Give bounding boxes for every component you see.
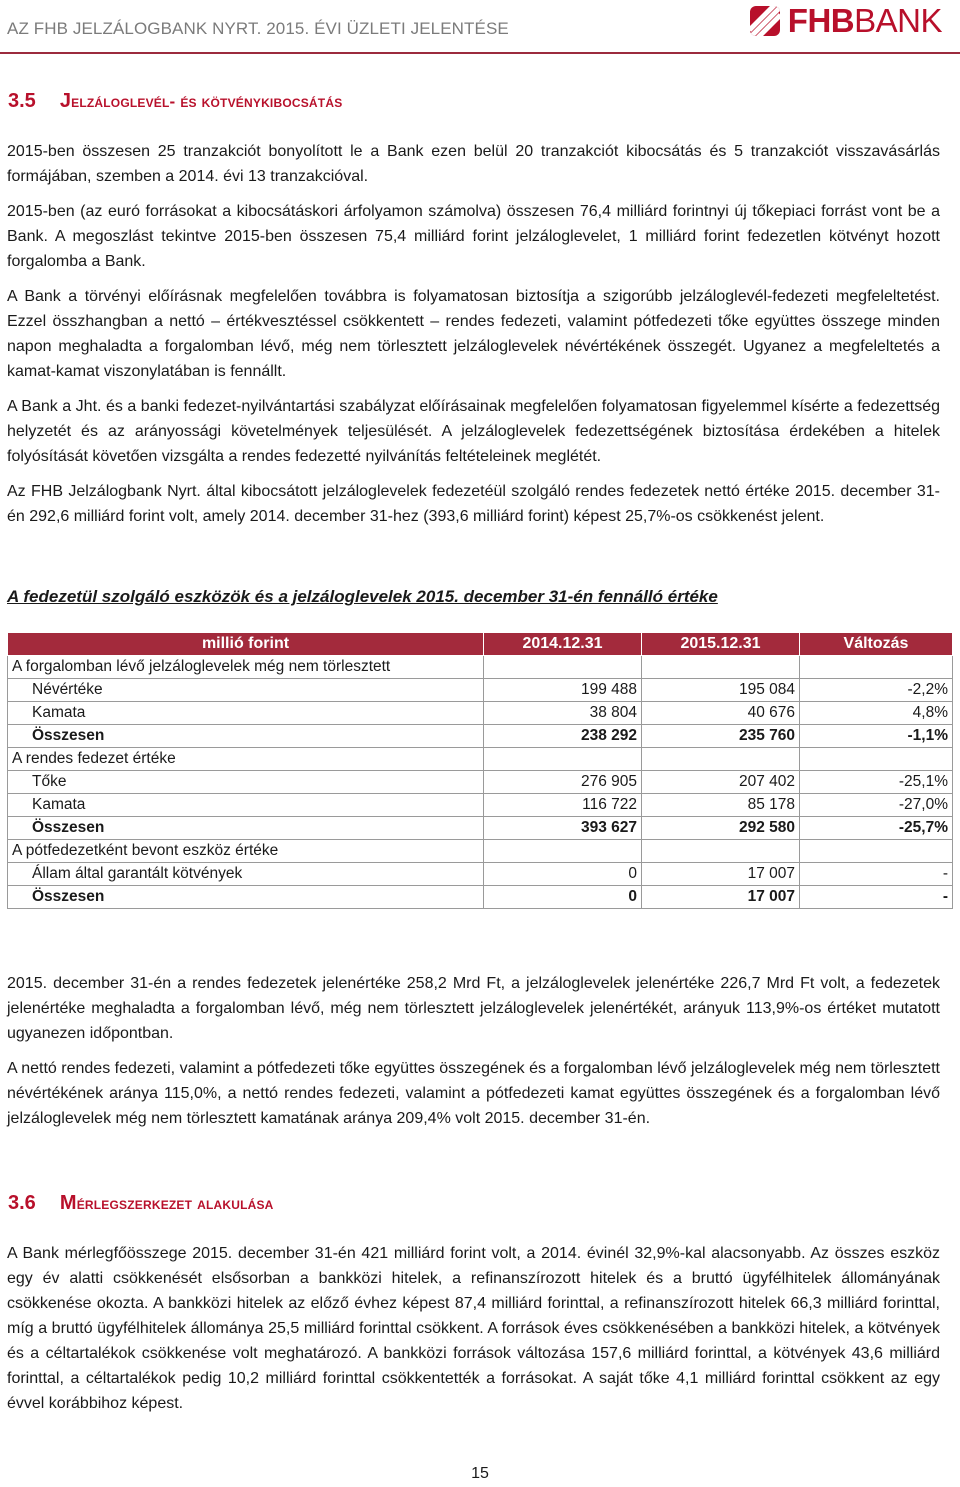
change-value [800, 748, 953, 771]
value-2014 [484, 840, 642, 863]
change-value: -25,1% [800, 771, 953, 794]
column-header: Változás [800, 633, 953, 656]
section-title: Jelzáloglevél- és kötvénykibocsátás [59, 90, 343, 112]
row-label: Összesen [8, 725, 484, 748]
column-header: millió forint [8, 633, 484, 656]
row-label: Összesen [8, 817, 484, 840]
paragraph: A Bank mérlegfőösszege 2015. december 31-én 421 milliárd forint volt, a 2014. évinél 32,9%-kal alacsonyabb. Az összes eszköz egy év alatti csökkenését elsősorban a bankközi hitelek, a refinanszírozott hitelek és a bruttó ügyfélhitelek állományának csökkenése okozta. A bankközi hitelek az előző évhez képest 87,4 milliárd forinttal, a refinanszírozott hitelek 66,3 milliárd forinttal, míg a bruttó ügyfélhitelek állománya 25,5 milliárd forinttal csökkent. A források éves csökkenésében a bankközi hitelek, a kötvények és a céltartalékok csökkenése volt meghatározó. A bankközi források változása 157,6 milliárd forinttal, a kötvények 43,6 milliárd forinttal, a céltartalékok pedig 10,2 milliárd forinttal csökkentették a forrásokat. A saját tőke 4,1 milliárd forinttal csökkent az egy évvel korábbihoz képest. [7, 1245, 940, 1412]
page-header [0, 0, 960, 54]
fhb-logo-icon [750, 6, 780, 36]
value-2014: 116 722 [484, 794, 642, 817]
section-number: 3.6 [8, 1192, 36, 1214]
page-number: 15 [471, 1465, 489, 1482]
value-2014: 276 905 [484, 771, 642, 794]
value-2014: 0 [484, 863, 642, 886]
value-2015: 85 178 [642, 794, 800, 817]
table-header-row [8, 633, 953, 656]
change-value: -1,1% [800, 725, 953, 748]
section-heading-3-6 [8, 1192, 274, 1215]
change-value: - [800, 886, 953, 909]
table-row [8, 771, 953, 794]
table-row [8, 794, 953, 817]
table-total-row [8, 886, 953, 909]
row-label: Állam által garantált kötvények [8, 863, 484, 886]
row-label: Névértéke [8, 679, 484, 702]
value-2014: 238 292 [484, 725, 642, 748]
change-value: - [800, 863, 953, 886]
row-label: Kamata [8, 702, 484, 725]
value-2014 [484, 748, 642, 771]
column-header: 2015.12.31 [642, 633, 800, 656]
coverage-table [7, 632, 953, 909]
value-2015: 195 084 [642, 679, 800, 702]
value-2015 [642, 748, 800, 771]
section-heading-3-5 [8, 90, 342, 113]
value-2015: 292 580 [642, 817, 800, 840]
paragraph: 2015-ben összesen 25 tranzakciót bonyolított le a Bank ezen belül 20 tranzakciót kibocsátás és 5 tranzakciót visszavásárlás formájában, szemben a 2014. évi 13 tranzakcióval. [7, 143, 940, 185]
section-number: 3.5 [8, 90, 36, 112]
column-header: 2014.12.31 [484, 633, 642, 656]
table-row [8, 679, 953, 702]
value-2015: 235 760 [642, 725, 800, 748]
row-label: A forgalomban lévő jelzáloglevelek még nem törlesztett [8, 656, 484, 679]
change-value: 4,8% [800, 702, 953, 725]
row-label: Összesen [8, 886, 484, 909]
paragraph: 2015-ben (az euró forrásokat a kibocsátáskori árfolyamon számolva) összesen 76,4 milliárd forintnyi új tőkepiaci forrást vont be a Bank. A megoszlást tekintve 2015-ben összesen 75,4 milliárd forint jelzáloglevelet, 1 milliárd forint fedezetlen kötvényt hozott forgalomba a Bank. [7, 203, 940, 270]
value-2014: 393 627 [484, 817, 642, 840]
table-group-row [8, 656, 953, 679]
change-value: -2,2% [800, 679, 953, 702]
paragraph: A Bank a törvényi előírásnak megfelelően továbbra is folyamatosan biztosítja a szigorúbb jelzáloglevél-fedezeti megfeleltetést. Ezzel összhangban a nettó – értékvesztéssel csökkentett – rendes fedezeti, valamint pótfedezeti tőke együttes összege minden napon meghaladta a forgalomban lévő, még nem törlesztett jelzáloglevelek névértékének összegét. Ugyanez a megfeleltetés a kamat-kamat viszonylatában is fennállt. [7, 288, 940, 380]
change-value [800, 840, 953, 863]
paragraph: 2015. december 31-én a rendes fedezetek jelenértéke 258,2 Mrd Ft, a jelzáloglevelek jelenértéke 226,7 Mrd Ft volt, a fedezetek jelenértéke meghaladta a forgalomban lévő, még nem törlesztett jelzáloglevelek jelenértékét, arányuk 113,9%-os értéket mutatott ugyanezen időpontban. [7, 975, 940, 1042]
logo-text: FHBBANK [787, 2, 942, 39]
row-label: A rendes fedezet értéke [8, 748, 484, 771]
table-body [8, 656, 953, 909]
table-caption: A fedezetül szolgáló eszközök és a jelzáloglevelek 2015. december 31-én fennálló értéke [7, 587, 718, 606]
change-value: -25,7% [800, 817, 953, 840]
row-label: Kamata [8, 794, 484, 817]
row-label: Tőke [8, 771, 484, 794]
value-2015: 40 676 [642, 702, 800, 725]
table-group-row [8, 840, 953, 863]
value-2014: 199 488 [484, 679, 642, 702]
paragraph: Az FHB Jelzálogbank Nyrt. által kibocsátott jelzáloglevelek fedezetéül szolgáló rendes fedezetek nettó értéke 2015. december 31-én 292,6 milliárd forint volt, amely 2014. december 31-hez (393,6 milliárd forint) képest 25,7%-os csökkenést jelent. [7, 483, 940, 525]
value-2015 [642, 840, 800, 863]
value-2015: 207 402 [642, 771, 800, 794]
fhb-bank-logo [750, 4, 942, 38]
table-group-row [8, 748, 953, 771]
table-total-row [8, 725, 953, 748]
value-2015: 17 007 [642, 863, 800, 886]
table-total-row [8, 817, 953, 840]
value-2014 [484, 656, 642, 679]
table-row [8, 702, 953, 725]
value-2015: 17 007 [642, 886, 800, 909]
table-row [8, 863, 953, 886]
value-2014: 0 [484, 886, 642, 909]
change-value: -27,0% [800, 794, 953, 817]
paragraph: A nettó rendes fedezeti, valamint a pótfedezeti tőke együttes összegének és a forgalomban lévő jelzáloglevelek még nem törlesztett névértékének aránya 115,0%, a nettó rendes fedezeti, valamint a pótfedezeti kamat együttes összegének és a forgalomban lévő jelzáloglevelek még nem törlesztett kamatának aránya 209,4% volt 2015. december 31-én. [7, 1060, 940, 1127]
value-2014: 38 804 [484, 702, 642, 725]
report-title: AZ FHB JELZÁLOGBANK NYRT. 2015. ÉVI ÜZLETI JELENTÉSE [7, 19, 509, 38]
value-2015 [642, 656, 800, 679]
paragraph: A Bank a Jht. és a banki fedezet-nyilvántartási szabályzat előírásainak megfelelően folyamatosan figyelemmel kísérte a fedezettség helyzetét és az arányossági követelmények teljesülését. A jelzáloglevelek fedezettségének biztosítása érdekében a hitelek folyósítását követően vizsgálta a rendes fedezetté nyilvánítás feltételeinek meglétét. [7, 398, 940, 465]
row-label: A pótfedezetként bevont eszköz értéke [8, 840, 484, 863]
change-value [800, 656, 953, 679]
section-title: Mérlegszerkezet alakulása [59, 1192, 274, 1214]
